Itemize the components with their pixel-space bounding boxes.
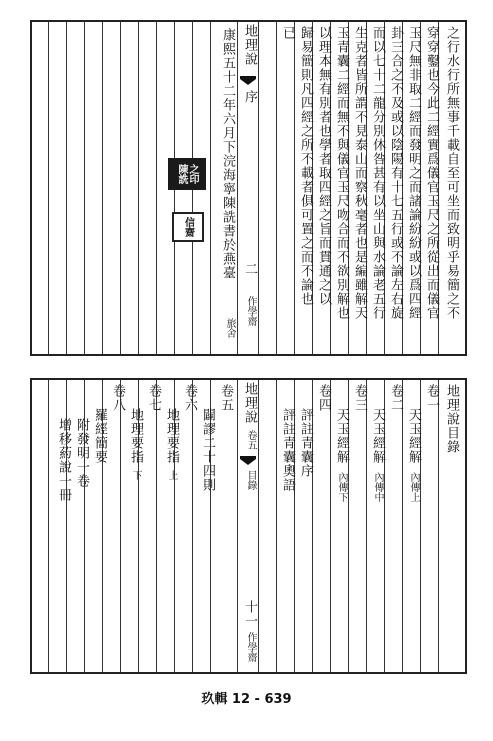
margin-title: 地理說 [242,24,257,66]
text-column: 已 [280,26,295,40]
toc-entry: 評註青囊奧語 [280,408,295,492]
margin-title: 地理說 [242,382,257,424]
toc-entry: 天玉經解 [370,408,385,464]
column-rule [156,380,157,672]
text-column: 而以七十二龍分別休咎甚有以坐山與水論老五行 [370,26,385,320]
column-rule [48,22,49,354]
column-rule [276,380,277,672]
column-rule [276,22,277,354]
volume-label: 卷八 [110,384,125,412]
toc-entry: 天玉經解 [334,408,349,464]
toc-entry: 天玉經解 [406,408,421,464]
toc-title: 地理說目錄 [444,384,459,454]
toc-entry: 闢謬二十四則 [200,408,215,492]
volume-label: 卷三 [352,384,367,412]
toc-entry-note: 內傳上 [408,472,419,502]
text-column: 玉青囊二經而無不與儀官玉尺吻合而不欲別解也 [334,26,349,320]
column-rule [66,22,67,354]
toc-entry-note: 內傳下 [336,472,347,502]
margin-press-name: 作學齋 [245,296,256,326]
volume-label: 卷二 [388,384,403,412]
column-rule [210,22,211,354]
column-rule [438,380,439,672]
text-column: 歸易簡則凡四經之所不載者俱可置之而不論也 [298,26,313,306]
margin-section: 目錄 [245,470,256,490]
volume-label: 卷五 [218,384,233,412]
column-rule [402,380,403,672]
text-column: 玉尺無非取二經而發明之而諸論紛紛或以爲四經 [406,26,421,320]
seal-stamp: 陳詵 之印 [168,158,206,190]
margin-section: 序 [242,90,257,104]
toc-entry: 附發明一卷 [74,418,89,488]
column-rule [330,380,331,672]
toc-entry-note: 內傳中 [372,472,383,502]
column-rule [294,22,295,354]
toc-entry: 地理要指 [164,408,179,464]
toc-entry-note: 下 [130,470,141,480]
date-line: 康熙五十二年六月下浣海寧陳詵書於燕臺 [220,28,235,280]
volume-label: 卷七 [146,384,161,412]
volume-label: 卷六 [182,384,197,412]
margin-page-number: 二 [242,262,257,276]
column-rule [366,380,367,672]
text-column: 以理本無有別者也學者取四經之旨而貫通之以 [316,26,331,306]
seal-stamp-outline: 信齋 [172,212,204,242]
margin-press-name: 作學齋 [245,632,256,662]
toc-entry: 地理要指 [128,408,143,464]
column-rule [156,22,157,354]
volume-label: 卷一 [424,384,439,412]
column-rule [237,380,238,672]
column-rule [120,22,121,354]
text-column: 穿穿鑿也今此二經實爲儀官玉尺之所從出而儀官 [424,26,439,320]
volume-label: 卷四 [316,384,331,412]
margin-volume: 卷五 [245,430,256,450]
column-rule [237,22,238,354]
column-rule [138,22,139,354]
toc-entry: 增移葯說一冊 [56,418,71,502]
fish-tail-mark [240,76,256,89]
column-rule [48,380,49,672]
fish-tail-mark [240,456,256,469]
column-rule [102,22,103,354]
toc-entry: 評註青囊序 [298,408,313,478]
column-rule [258,380,259,672]
page-footer: 玖輯 12 - 639 [201,692,292,707]
text-column: 生克者皆所謂不見泰山而察秋毫者也是編雖解天 [352,26,367,320]
date-suffix: 旅舍 [224,318,235,338]
column-rule [120,380,121,672]
margin-page-number: 十一 [242,600,257,628]
column-rule [84,22,85,354]
toc-entry-note: 上 [166,470,177,480]
text-column: 卦三合之不及或以陰陽有十七五行或不論左右旋 [388,26,403,320]
text-column: 之行水行所無事千載自至可坐而致明乎易簡之不 [444,26,459,320]
column-rule [192,380,193,672]
column-rule [258,22,259,354]
toc-entry: 羅經簡要 [92,408,107,464]
